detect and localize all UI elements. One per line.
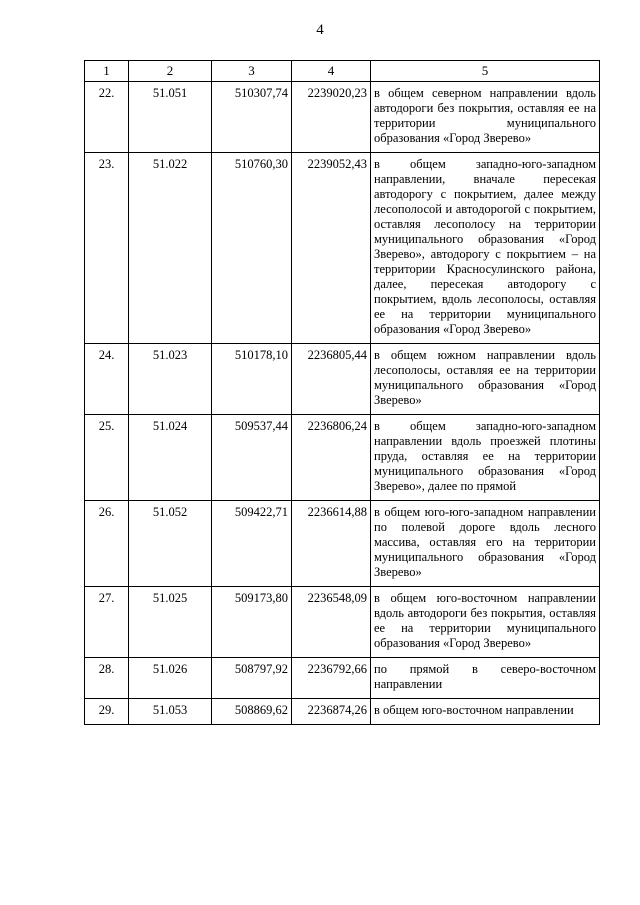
boundary-description: в общем южном направлении вдоль лесополосы, оставляя ее на территории муниципального образования «Город Зверево» [371,344,600,415]
point-name: 51.025 [129,587,212,658]
coordinate-x: 508869,62 [212,699,292,725]
table-row [85,415,600,501]
table-row [85,501,600,587]
table-header-row [85,61,600,82]
coordinate-x: 510307,74 [212,82,292,153]
point-name: 51.053 [129,699,212,725]
table-row [85,344,600,415]
boundary-description: в общем западно-юго-западном направлении, вначале пересекая автодорогу с покрытием, далее между лесополосой и автодорогой с покрытием, оставляя лесополосу на территории муниципального образования «Город Зверево», автодорогу с покрытием – на территории Красносулинского района, далее, пересекая автодорогу с покрытием, вдоль лесополосы, оставляя ее на территории муниципального образования «Город Зверево» [371,153,600,344]
coordinate-y: 2236614,88 [292,501,371,587]
row-number: 26. [85,501,129,587]
coordinate-y: 2236806,24 [292,415,371,501]
point-name: 51.026 [129,658,212,699]
coordinate-y: 2236792,66 [292,658,371,699]
row-number: 27. [85,587,129,658]
coordinate-y: 2236548,09 [292,587,371,658]
boundary-description: в общем северном направлении вдоль автодороги без покрытия, оставляя ее на территории муниципального образования «Город Зверево» [371,82,600,153]
column-header: 3 [212,61,292,82]
coordinate-y: 2236805,44 [292,344,371,415]
row-number: 25. [85,415,129,501]
table-row [85,658,600,699]
point-name: 51.051 [129,82,212,153]
boundary-points-table [84,60,600,725]
row-number: 28. [85,658,129,699]
row-number: 22. [85,82,129,153]
coordinate-x: 509422,71 [212,501,292,587]
page-number: 4 [316,22,324,38]
boundary-description: по прямой в северо-восточном направлении [371,658,600,699]
point-name: 51.023 [129,344,212,415]
point-name: 51.024 [129,415,212,501]
column-header: 4 [292,61,371,82]
table-row [85,153,600,344]
coordinate-x: 510178,10 [212,344,292,415]
coordinate-x: 509173,80 [212,587,292,658]
column-header: 2 [129,61,212,82]
row-number: 23. [85,153,129,344]
point-name: 51.022 [129,153,212,344]
column-header: 1 [85,61,129,82]
table-row [85,82,600,153]
table-row [85,587,600,658]
coordinate-y: 2236874,26 [292,699,371,725]
coordinate-x: 510760,30 [212,153,292,344]
coordinate-x: 509537,44 [212,415,292,501]
point-name: 51.052 [129,501,212,587]
row-number: 24. [85,344,129,415]
boundary-description: в общем юго-восточном направлении [371,699,600,725]
boundary-description: в общем юго-юго-западном направлении по полевой дороге вдоль лесного массива, оставляя его на территории муниципального образования «Город Зверево» [371,501,600,587]
coordinate-x: 508797,92 [212,658,292,699]
table-row [85,699,600,725]
coordinate-y: 2239052,43 [292,153,371,344]
coordinate-y: 2239020,23 [292,82,371,153]
boundary-description: в общем юго-восточном направлении вдоль автодороги без покрытия, оставляя ее на территории муниципального образования «Город Зверево» [371,587,600,658]
column-header: 5 [371,61,600,82]
boundary-description: в общем западно-юго-западном направлении вдоль проезжей плотины пруда, оставляя ее на территории муниципального образования «Город Зверево», далее по прямой [371,415,600,501]
row-number: 29. [85,699,129,725]
